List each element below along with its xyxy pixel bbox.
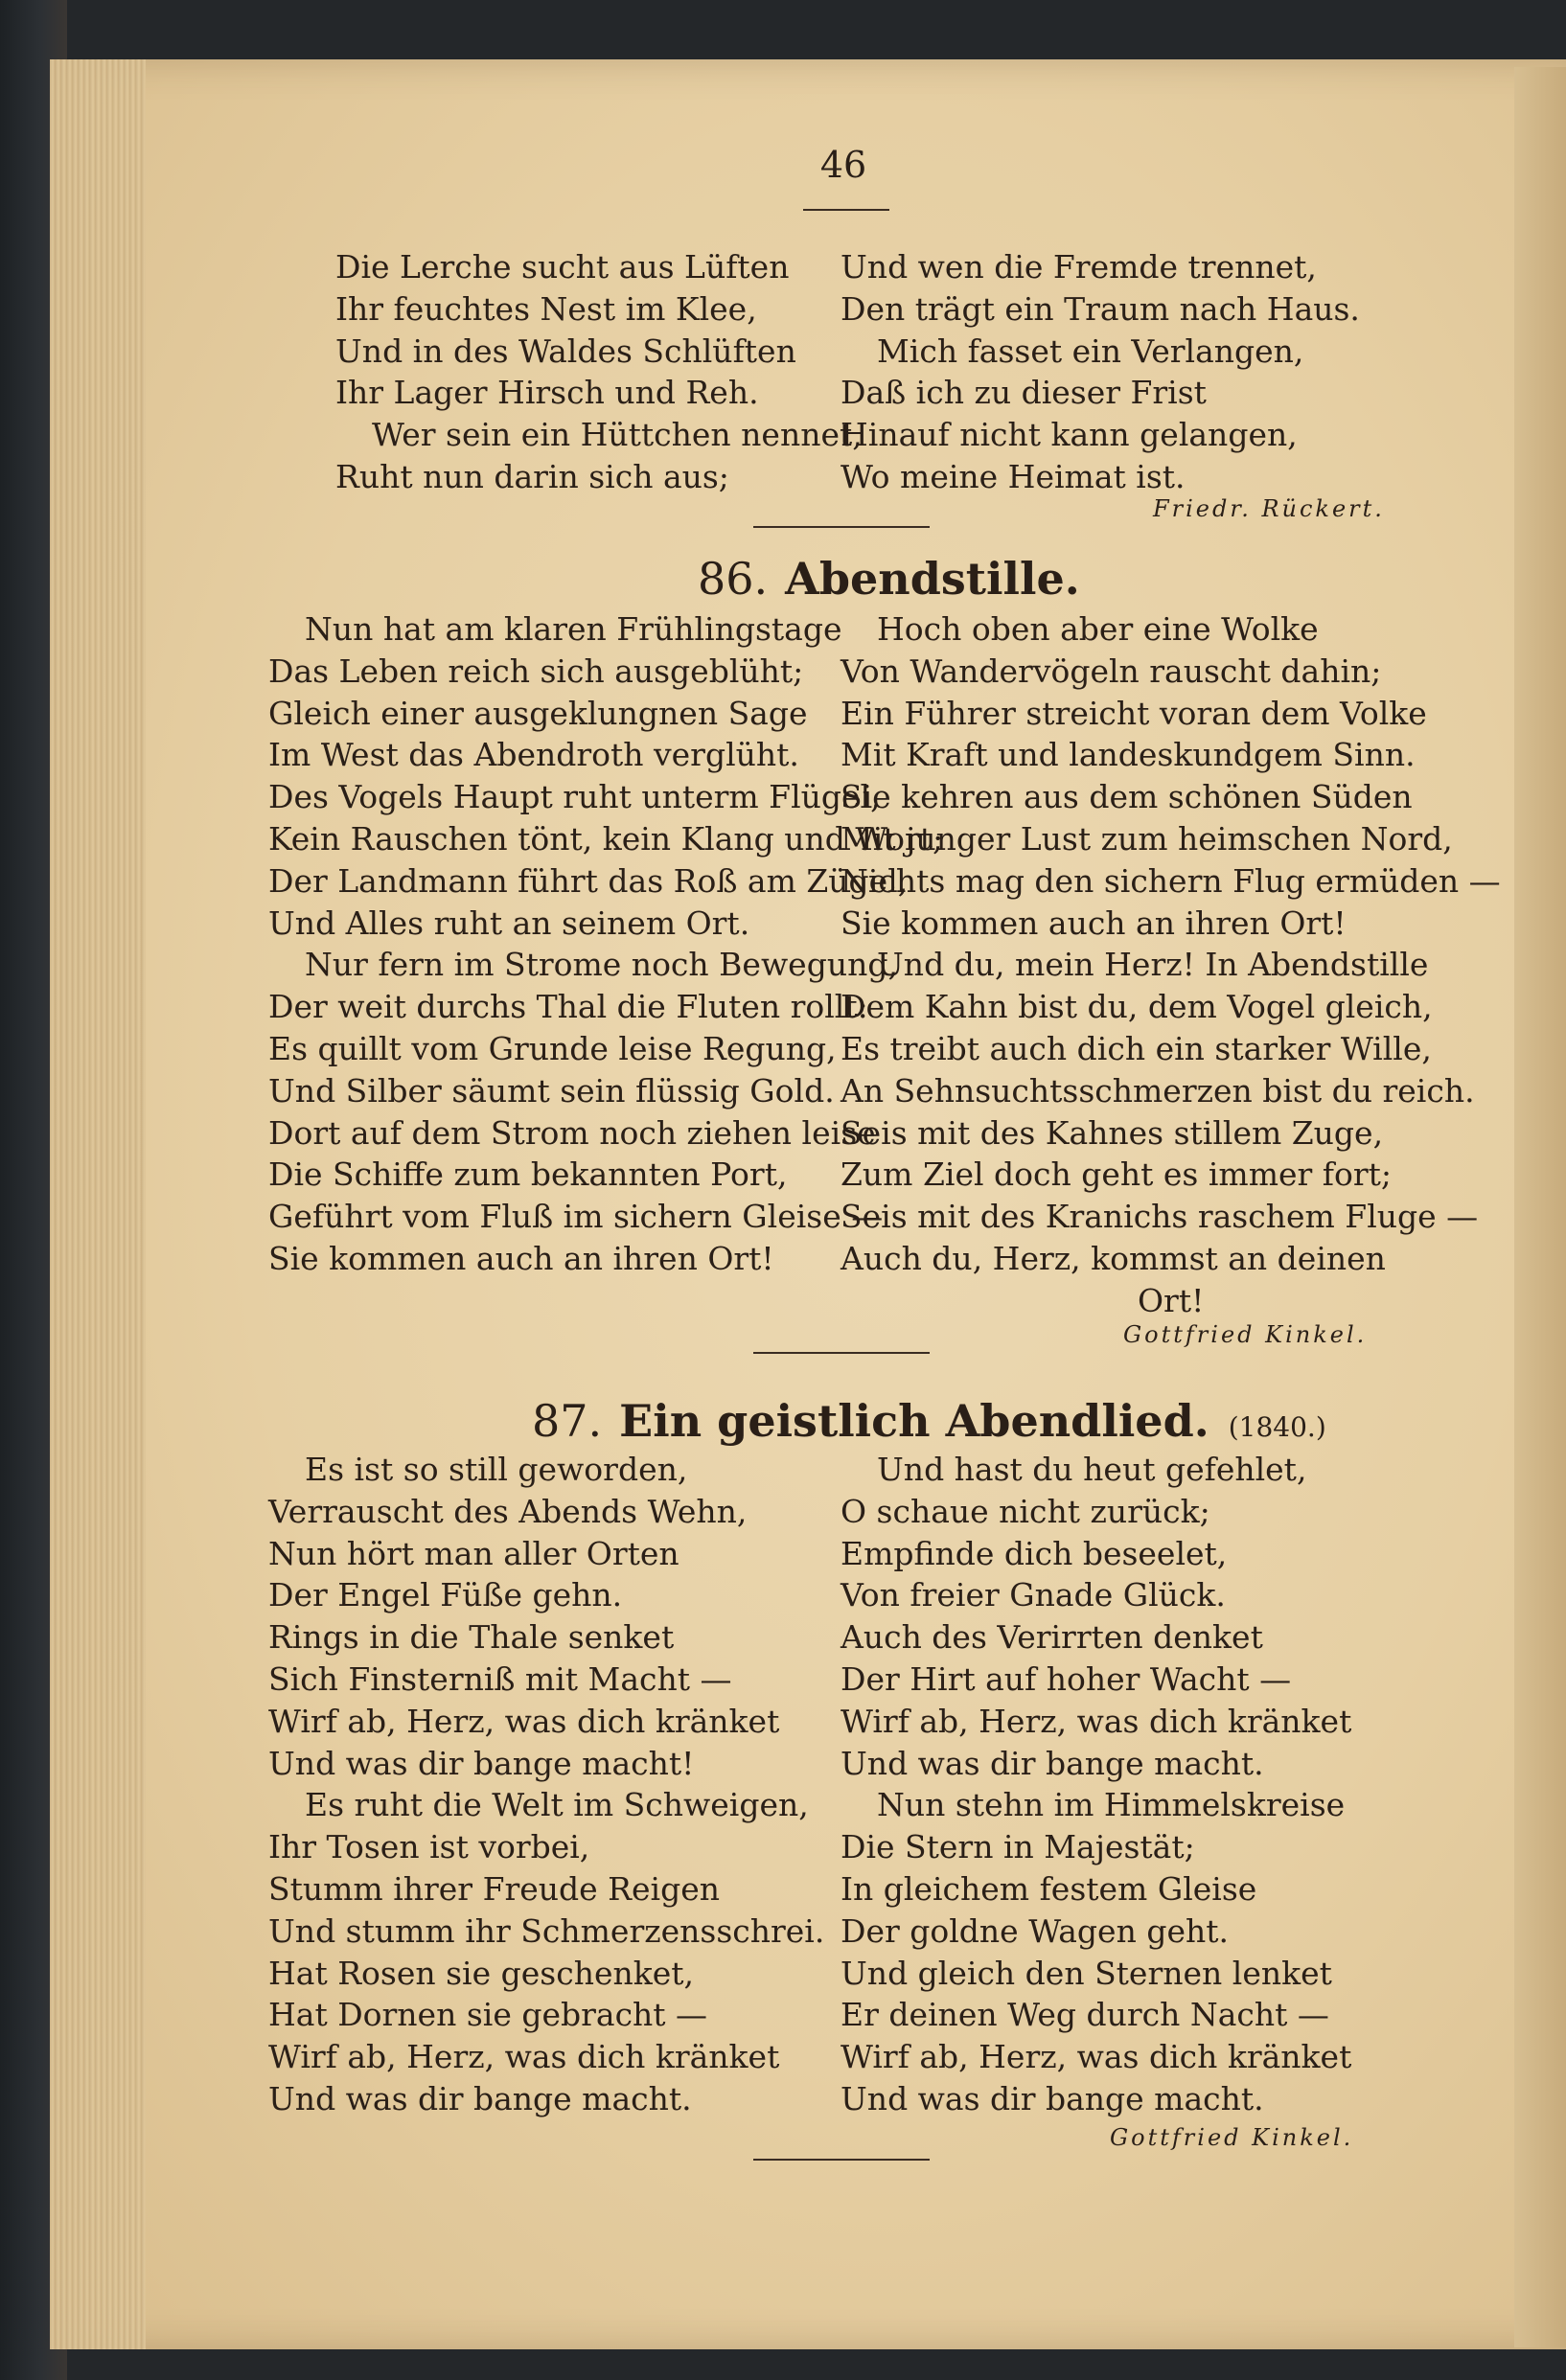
- poem-line: Von Wandervögeln rauscht dahin;: [841, 652, 1382, 690]
- poem-line: Rings in die Thale senket: [268, 1618, 675, 1657]
- poem-line: Wirf ab, Herz, was dich kränket: [268, 2038, 780, 2076]
- section-divider: [753, 2159, 930, 2161]
- poem-line: Ein Führer streicht voran dem Volke: [841, 694, 1427, 732]
- poem-line: Der goldne Wagen geht.: [841, 1911, 1229, 1950]
- poem87-left-column: [268, 1449, 824, 2120]
- poem-line: Und was dir bange macht!: [268, 1744, 695, 1782]
- poem-line: Auch du, Herz, kommst an deinen: [841, 1239, 1386, 1277]
- poem-line: Dem Kahn bist du, dem Vogel gleich,: [841, 988, 1433, 1026]
- section-divider: [753, 1352, 930, 1354]
- poem-line: Nur fern im Strome noch Bewegung,: [305, 946, 898, 984]
- page-stack-edge: [50, 59, 146, 2349]
- poem-line: Von freier Gnade Glück.: [841, 1576, 1226, 1614]
- page-number: 46: [819, 144, 867, 186]
- poem-line: Wirf ab, Herz, was dich kränket: [841, 1702, 1352, 1740]
- poem-line: Dort auf dem Strom noch ziehen leise: [268, 1113, 876, 1152]
- top-poem-left-column: [335, 246, 863, 498]
- poem-line: Hoch oben aber eine Wolke: [877, 610, 1319, 648]
- poem-line: Den trägt ein Traum nach Haus.: [841, 289, 1360, 328]
- poem86-number: 86.: [698, 553, 769, 605]
- poem-line: Und was dir bange macht.: [841, 1744, 1264, 1782]
- poem-line: Der Hirt auf hoher Wacht —: [841, 1659, 1292, 1698]
- poem-line: Gleich einer ausgeklungnen Sage: [268, 694, 808, 732]
- poem-line: Ihr Lager Hirsch und Reh.: [335, 374, 759, 412]
- poem87-author: Gottfried Kinkel.: [1110, 2124, 1354, 2151]
- poem-line: Hinauf nicht kann gelangen,: [841, 416, 1298, 454]
- poem-line: Und Silber säumt sein flüssig Gold.: [268, 1071, 835, 1110]
- poem-line: Wirf ab, Herz, was dich kränket: [268, 1702, 780, 1740]
- poem-line: Wer sein ein Hüttchen nennet,: [372, 416, 863, 454]
- poem-line: Es ruht die Welt im Schweigen,: [305, 1786, 809, 1824]
- poem-line: Verrauscht des Abends Wehn,: [268, 1492, 748, 1530]
- top-poem-right-column: [841, 246, 1360, 498]
- poem-line: Und wen die Fremde trennet,: [841, 248, 1317, 286]
- poem-line: Die Stern in Majestät;: [841, 1828, 1195, 1866]
- poem-line: Stumm ihrer Freude Reigen: [268, 1869, 721, 1908]
- poem-line: Und du, mein Herz! In Abendstille: [877, 946, 1429, 984]
- poem-line: O schaue nicht zurück;: [841, 1492, 1210, 1530]
- poem-line: Das Leben reich sich ausgeblüht;: [268, 652, 804, 690]
- poem-line: Zum Ziel doch geht es immer fort;: [841, 1156, 1393, 1194]
- poem87-title: Ein geistlich Abendlied.: [619, 1395, 1209, 1447]
- poem-line: Er deinen Weg durch Nacht —: [841, 1996, 1329, 2034]
- poem86-title: Abendstille.: [785, 553, 1080, 605]
- page-number-rule: [803, 209, 889, 211]
- poem-line: Kein Rauschen tönt, kein Klang und Wort;: [268, 819, 944, 858]
- poem-line: Und Alles ruht an seinem Ort.: [268, 904, 750, 942]
- top-poem-author: Friedr. Rückert.: [1153, 495, 1385, 522]
- poem-line: Ruht nun darin sich aus;: [335, 457, 729, 495]
- poem-line: Und gleich den Sternen lenket: [841, 1954, 1332, 1992]
- poem-line: Ort!: [1138, 1281, 1205, 1319]
- poem-line: Wirf ab, Herz, was dich kränket: [841, 2038, 1352, 2076]
- poem-line: Daß ich zu dieser Frist: [841, 374, 1207, 412]
- poem-line: Nun hat am klaren Frühlingstage: [305, 610, 842, 648]
- poem-line: Auch des Verirrten denket: [841, 1618, 1263, 1657]
- poem-line: Ihr feuchtes Nest im Klee,: [335, 289, 757, 328]
- poem-line: Die Lerche sucht aus Lüften: [335, 248, 790, 286]
- poem-line: Wo meine Heimat ist.: [841, 457, 1186, 495]
- poem-line: Empfinde dich beseelet,: [841, 1534, 1228, 1572]
- poem-line: Und was dir bange macht.: [841, 2079, 1264, 2117]
- poem-line: Nichts mag den sichern Flug ermüden —: [841, 861, 1501, 900]
- poem-line: Sie kommen auch an ihren Ort!: [841, 904, 1347, 942]
- poem-line: Und stumm ihr Schmerzensschrei.: [268, 1911, 825, 1950]
- section-divider: [753, 526, 930, 528]
- poem-line: Mit junger Lust zum heimschen Nord,: [841, 819, 1453, 858]
- poem-line: Und was dir bange macht.: [268, 2079, 692, 2117]
- poem86-author: Gottfried Kinkel.: [1123, 1321, 1368, 1348]
- poem-line: Es treibt auch dich ein starker Wille,: [841, 1029, 1432, 1067]
- poem-line: Des Vogels Haupt ruht unterm Flügel,: [268, 778, 881, 816]
- poem87-heading: [532, 1395, 1326, 1447]
- poem86-right-column: [841, 608, 1501, 1322]
- poem-line: Seis mit des Kahnes stillem Zuge,: [841, 1113, 1384, 1152]
- poem-line: Nun hört man aller Orten: [268, 1534, 679, 1572]
- poem-line: Sich Finsterniß mit Macht —: [268, 1659, 732, 1698]
- poem-line: Mich fasset ein Verlangen,: [877, 332, 1304, 370]
- poem87-year: (1840.): [1228, 1411, 1326, 1443]
- poem-line: Die Schiffe zum bekannten Port,: [268, 1156, 788, 1194]
- poem-line: Hat Dornen sie gebracht —: [268, 1996, 708, 2034]
- poem-line: Mit Kraft und landeskundgem Sinn.: [841, 736, 1416, 774]
- poem-line: Hat Rosen sie geschenket,: [268, 1954, 695, 1992]
- poem-line: Ihr Tosen ist vorbei,: [268, 1828, 590, 1866]
- poem87-right-column: [841, 1449, 1351, 2120]
- poem-line: Es quillt vom Grunde leise Regung,: [268, 1029, 837, 1067]
- poem-line: An Sehnsuchtsschmerzen bist du reich.: [841, 1071, 1475, 1110]
- poem-line: Sie kehren aus dem schönen Süden: [841, 778, 1413, 816]
- poem-line: Der weit durchs Thal die Fluten rollt:: [268, 988, 868, 1026]
- poem-line: Der Engel Füße gehn.: [268, 1576, 623, 1614]
- poem87-number: 87.: [532, 1395, 603, 1447]
- poem86-heading: [698, 553, 1080, 605]
- poem-line: Und in des Waldes Schlüften: [335, 332, 796, 370]
- poem-line: Es ist so still geworden,: [305, 1451, 688, 1488]
- poem-line: Im West das Abendroth verglüht.: [268, 736, 799, 774]
- poem-line: In gleichem festem Gleise: [841, 1869, 1257, 1908]
- poem-line: Geführt vom Fluß im sichern Gleise —: [268, 1198, 884, 1236]
- poem-line: Sie kommen auch an ihren Ort!: [268, 1239, 774, 1277]
- poem-line: Der Landmann führt das Roß am Zügel,: [268, 861, 909, 900]
- poem-line: Seis mit des Kranichs raschem Fluge —: [841, 1198, 1479, 1236]
- poem-line: Und hast du heut gefehlet,: [877, 1451, 1307, 1488]
- poem-line: Nun stehn im Himmelskreise: [877, 1786, 1346, 1824]
- facing-page-edge: [1514, 67, 1566, 2347]
